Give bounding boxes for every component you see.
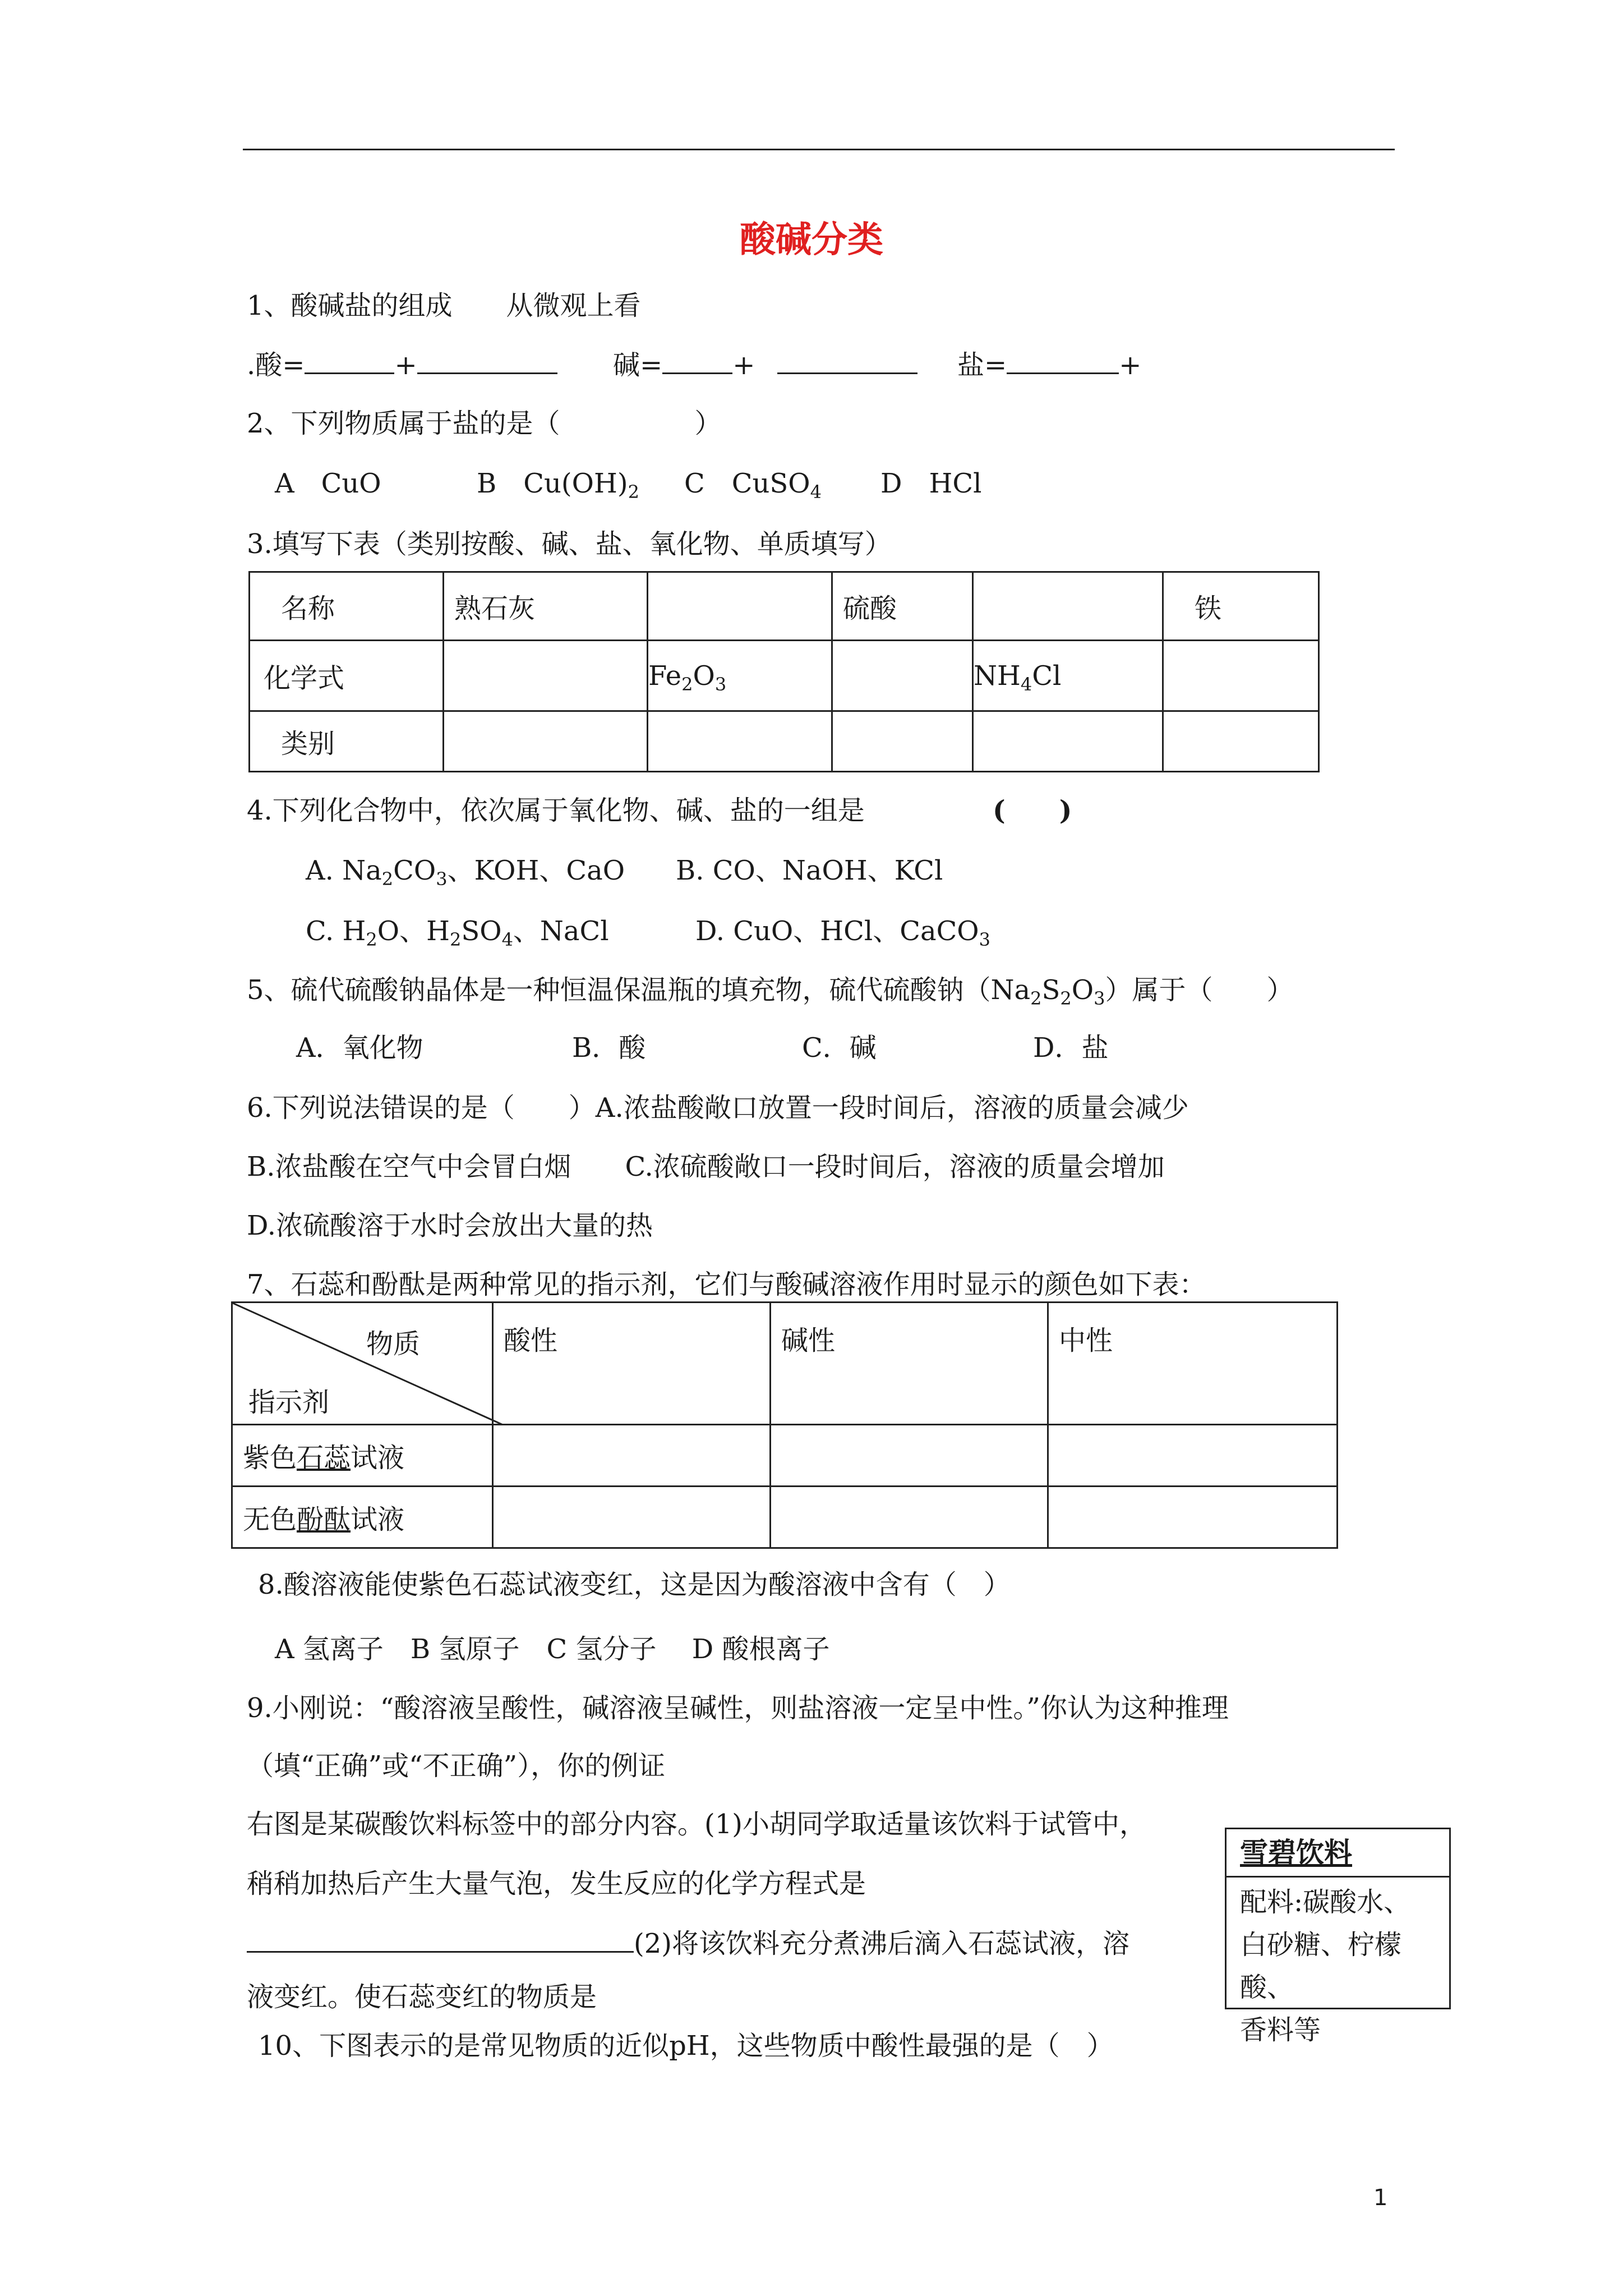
q5-option-d: D．盐 — [1033, 1032, 1109, 1064]
q7-cell-litmus-neutral[interactable] — [1048, 1425, 1338, 1487]
q7-row-litmus: 紫色石蕊试液 — [232, 1425, 493, 1487]
q9-line-6: 液变红。使石蕊变红的物质是 — [247, 1981, 597, 2013]
q4-option-d: D. CuO、HCl、CaCO$_3$ — [695, 915, 991, 950]
q7-header-indicator: 指示剂 — [248, 1387, 330, 1418]
q3-cell-name-3: 硫酸 — [832, 572, 973, 641]
q4-option-a: A. $Na_2CO_3$、KOH、CaO — [306, 855, 625, 890]
q9-line-4: 稍稍加热后产生大量气泡，发生反应的化学方程式是 — [247, 1868, 866, 1899]
header-rule — [243, 149, 1395, 150]
q1-base-label: 碱= — [613, 349, 663, 381]
q3-cell-category-5[interactable] — [1163, 711, 1319, 772]
q9-equation-blank[interactable] — [247, 1925, 634, 1953]
q9-line-3: 右图是某碳酸饮料标签中的部分内容。(1)小胡同学取适量该饮料于试管中， — [247, 1809, 1146, 1840]
q1-base-blank-1[interactable] — [662, 347, 732, 374]
q3-cell-name-2[interactable] — [648, 572, 832, 641]
q5-stem: 5、硫代硫酸钠晶体是一种恒温保温瓶的填充物，硫代硫酸钠$(Na_2S_2O_3)$属于（ ） — [247, 974, 1294, 1009]
q3-cell-name-label: 名称 — [250, 572, 444, 641]
q8-options: A 氢离子 B 氢原子 C 氢分子 D 酸根离子 — [275, 1634, 830, 1665]
q7-table — [231, 1301, 1338, 1549]
q2-option-d: D HCl — [880, 468, 982, 499]
q10-stem: 10、下图表示的是常见物质的近似pH，这些物质中酸性最强的是（ ） — [258, 2030, 1114, 2062]
q5-option-b: B．酸 — [572, 1032, 646, 1064]
drink-label-box — [1225, 1828, 1451, 2046]
q1-salt-line — [957, 347, 1141, 382]
q3-cell-formula-1[interactable] — [444, 641, 648, 711]
q3-stem: 3.填写下表（类别按酸、碱、盐、氧化物、单质填写） — [247, 528, 892, 560]
q7-cell-litmus-basic[interactable] — [771, 1425, 1048, 1487]
q1-salt-label: 盐= — [957, 349, 1007, 381]
q7-col-neutral: 中性 — [1048, 1303, 1338, 1425]
q3-cell-name-4[interactable] — [973, 572, 1163, 641]
page-title: 酸碱分类 — [740, 219, 883, 261]
q4-stem: 4.下列化合物中，依次属于氧化物、碱、盐的一组是 — [247, 795, 865, 826]
q7-stem: 7、石蕊和酚酞是两种常见的指示剂，它们与酸碱溶液作用时显示的颜色如下表： — [247, 1269, 1206, 1300]
q9-line-1: 9.小刚说：“酸溶液呈酸性，碱溶液呈碱性，则盐溶液一定呈中性。”你认为这种推理 — [247, 1692, 1229, 1724]
q7-header-diagonal-cell — [232, 1303, 493, 1425]
q7-cell-litmus-acidic[interactable] — [493, 1425, 771, 1487]
q4-option-b: B. CO、NaOH、KCl — [676, 855, 943, 886]
q7-col-basic: 碱性 — [771, 1303, 1048, 1425]
q3-cell-name-5: 铁 — [1163, 572, 1319, 641]
q6-line-1: 6.下列说法错误的是（ ）A.浓盐酸敞口放置一段时间后，溶液的质量会减少 — [247, 1092, 1189, 1124]
q7-header-substance: 物质 — [366, 1328, 421, 1360]
q4-answer-paren: ( ) — [993, 795, 1072, 826]
q5-option-a: A．氧化物 — [296, 1032, 423, 1064]
q3-cell-category-1[interactable] — [444, 711, 648, 772]
q3-cell-formula-2: $Fe_2O_3$ — [648, 641, 832, 711]
q1-stem: 1、酸碱盐的组成 从微观上看 — [247, 290, 641, 321]
q7-cell-phenol-basic[interactable] — [771, 1487, 1048, 1548]
q1-base-line — [613, 347, 917, 382]
q3-cell-category-label: 类别 — [250, 711, 444, 772]
drink-label-title: 雪碧饮料 — [1227, 1829, 1449, 1878]
q2-option-c: C CuSO$_4$ — [684, 468, 822, 503]
q1-salt-plus: + — [1119, 349, 1142, 381]
q1-acid-label: .酸= — [247, 349, 305, 381]
q3-cell-category-2[interactable] — [648, 711, 832, 772]
q3-cell-category-3[interactable] — [832, 711, 973, 772]
q2-option-a: A CuO — [275, 468, 381, 499]
q2-stem: 2、下列物质属于盐的是（ ） — [247, 408, 722, 439]
q4-option-c: C. $H_2O$、$H_2SO_4$、NaCl — [306, 915, 609, 950]
q1-acid-blank-1[interactable] — [305, 347, 394, 374]
q1-acid-blank-2[interactable] — [417, 347, 557, 374]
q3-cell-category-4[interactable] — [973, 711, 1163, 772]
q3-table — [248, 571, 1320, 772]
drink-label-ingredients: 配料:碳酸水、 白砂糖、柠檬酸、 香料等 — [1240, 1887, 1411, 2046]
q6-line-3: D.浓硫酸溶于水时会放出大量的热 — [247, 1210, 653, 1241]
q1-base-blank-2[interactable] — [777, 347, 917, 374]
q1-salt-blank[interactable] — [1007, 347, 1119, 374]
q7-col-acidic: 酸性 — [493, 1303, 771, 1425]
q1-formula-line — [247, 347, 557, 382]
q3-cell-formula-5[interactable] — [1163, 641, 1319, 711]
q9-line-2: （填“正确”或“不正确”），你的例证 — [247, 1750, 666, 1782]
q3-cell-formula-3[interactable] — [832, 641, 973, 711]
q3-cell-name-1: 熟石灰 — [444, 572, 648, 641]
q7-cell-phenol-acidic[interactable] — [493, 1487, 771, 1548]
q1-base-plus: + — [732, 349, 755, 381]
q3-cell-formula-4: $NH_4Cl$ — [973, 641, 1163, 711]
q9-line-5: (2)将该饮料充分煮沸后滴入石蕊试液，溶 — [247, 1925, 1129, 1961]
q3-cell-formula-label: 化学式 — [250, 641, 444, 711]
q5-option-c: C．碱 — [802, 1032, 877, 1064]
q6-line-2: B.浓盐酸在空气中会冒白烟 C.浓硫酸敞口一段时间后，溶液的质量会增加 — [247, 1151, 1165, 1182]
page-number: 1 — [1373, 2185, 1388, 2211]
q7-row-phenolphthalein: 无色酚酞试液 — [232, 1487, 493, 1548]
q8-stem: 8.酸溶液能使紫色石蕊试液变红，这是因为酸溶液中含有（ ） — [258, 1569, 1011, 1600]
q2-option-b: B $Cu(OH)_2$ — [477, 468, 639, 503]
q1-acid-plus: + — [394, 349, 417, 381]
q7-cell-phenol-neutral[interactable] — [1048, 1487, 1338, 1548]
